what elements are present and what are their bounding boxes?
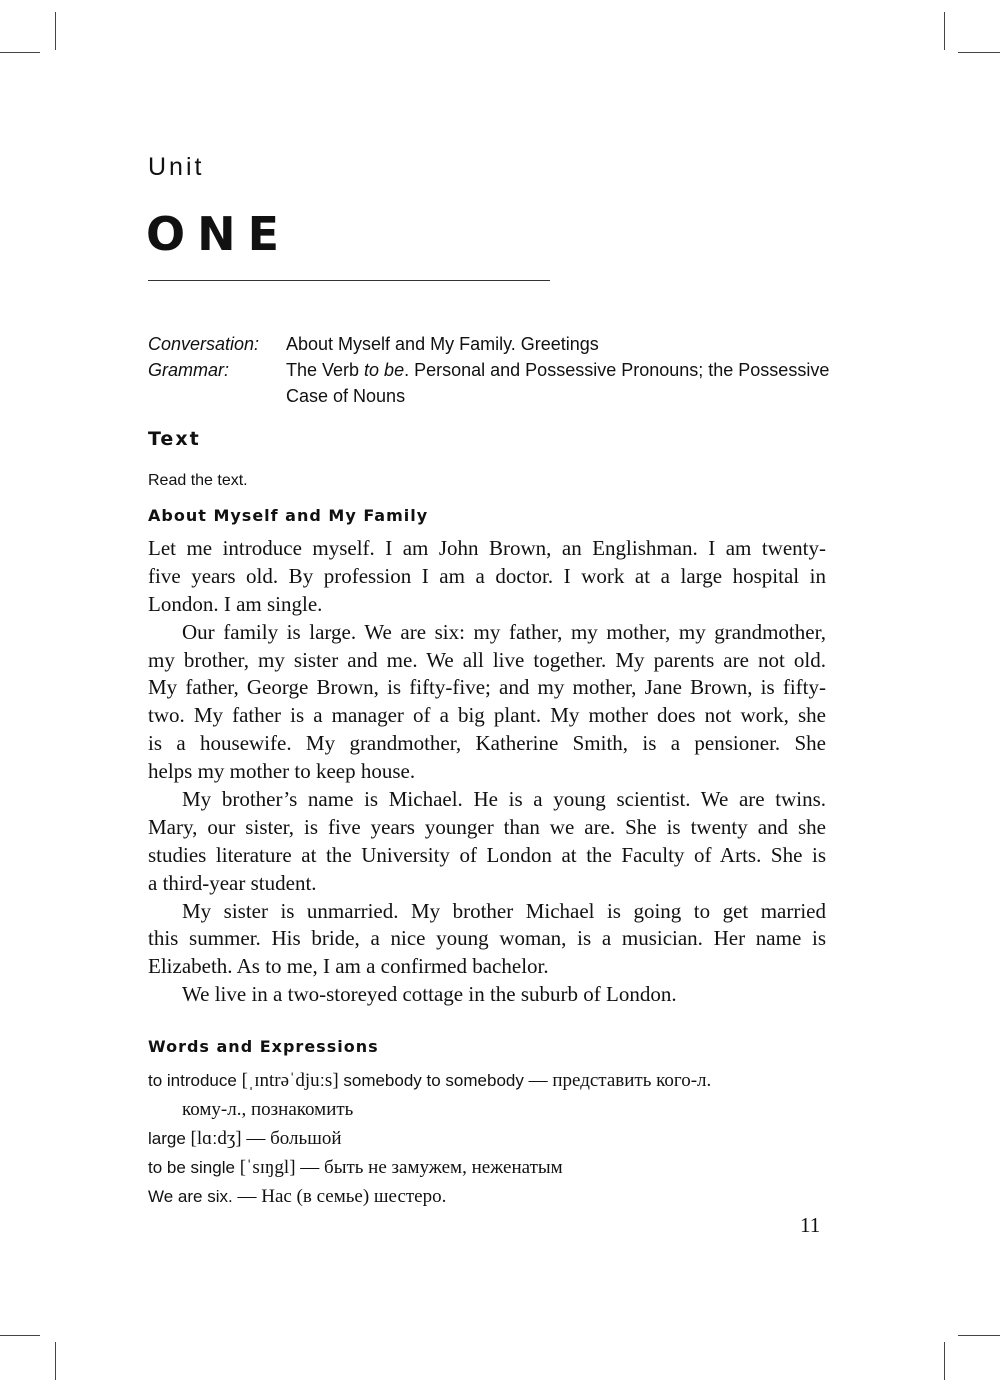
crop-mark — [958, 52, 1000, 53]
vocab-entry-cont — [148, 1095, 711, 1124]
vocab-transcription: [lɑːdʒ] — [190, 1128, 242, 1149]
paragraph-line: two. My father is a manager of a big plant. My mother does not work, she — [148, 703, 826, 728]
story-body — [148, 535, 826, 1009]
paragraph-line: five years old. By profession I am a doctor. I work at a large hospital in — [148, 563, 826, 588]
vocab-term: somebody to somebody — [338, 1071, 524, 1090]
vocabulary-list — [148, 1066, 711, 1211]
unit-summary — [148, 331, 848, 411]
paragraph-line: helps my mother to keep house. — [148, 759, 416, 784]
paragraph-line: My brother’s name is Michael. He is a young scientist. We are twins. — [182, 787, 826, 812]
crop-mark — [944, 1342, 945, 1380]
vocab-term: large — [148, 1129, 191, 1148]
paragraph-line: Elizabeth. As to me, I am a confirmed bachelor. — [148, 954, 549, 979]
story-title: About Myself and My Family — [148, 506, 429, 525]
instruction: Read the text. — [148, 472, 248, 489]
vocab-translation: — Нас (в семье) шестеро. — [232, 1186, 447, 1207]
vocab-term: to be single — [148, 1158, 240, 1177]
unit-label: Unit — [148, 153, 205, 181]
crop-mark — [55, 1342, 56, 1380]
grammar-text: . Personal and Possessive Pronouns; the Possessive — [404, 360, 830, 380]
paragraph-line: is a housewife. My grandmother, Katherine Smith, is a pensioner. She — [148, 731, 826, 756]
unit-number: ONE — [146, 207, 292, 261]
section-heading-text: Text — [148, 428, 201, 450]
paragraph-line: my brother, my sister and me. We all live together. My parents are not old. — [148, 647, 826, 672]
grammar-value — [286, 357, 829, 383]
grammar-term: to be — [364, 360, 405, 380]
paragraph-line: We live in a two-storeyed cottage in the suburb of London. — [182, 982, 677, 1007]
page-number: 11 — [800, 1213, 821, 1237]
vocab-entry — [148, 1066, 711, 1095]
divider — [148, 280, 550, 281]
paragraph-line: studies literature at the University of London at the Faculty of Arts. She is — [148, 842, 826, 867]
vocab-translation: кому-л., познакомить — [182, 1099, 354, 1120]
grammar-text: The Verb — [286, 360, 365, 380]
paragraph-line: London. I am single. — [148, 591, 323, 616]
crop-mark — [0, 52, 40, 53]
paragraph-line: this summer. His bride, a nice young woman, is a musician. Her name is — [148, 926, 826, 951]
vocab-term: We are six. — [148, 1187, 233, 1206]
vocab-translation: — быть не замужем, неженатым — [295, 1157, 563, 1178]
vocab-entry — [148, 1124, 711, 1153]
grammar-value-cont: Case of Nouns — [286, 386, 406, 406]
conversation-value: About Myself and My Family. Greetings — [286, 334, 599, 354]
vocab-term: to introduce — [148, 1071, 242, 1090]
vocab-transcription: [ˈsɪŋgl] — [239, 1157, 296, 1178]
vocab-translation: — представить кого-л. — [523, 1070, 712, 1091]
paragraph-line: Mary, our sister, is five years younger than we are. She is twenty and she — [148, 814, 826, 839]
paragraph-line: Our family is large. We are six: my father, my mother, my grandmother, — [182, 619, 826, 644]
vocab-entry — [148, 1182, 711, 1211]
paragraph-line: My sister is unmarried. My brother Michael is going to get married — [182, 898, 826, 923]
crop-mark — [55, 12, 56, 50]
vocab-translation: — большой — [241, 1128, 342, 1149]
paragraph-line: Let me introduce myself. I am John Brown, an Englishman. I am twenty- — [148, 536, 826, 560]
crop-mark — [944, 12, 945, 50]
crop-mark — [0, 1335, 40, 1336]
crop-mark — [958, 1335, 1000, 1336]
paragraph-line: My father, George Brown, is fifty-five; and my mother, Jane Brown, is fifty- — [148, 675, 826, 700]
grammar-label: Grammar: — [148, 360, 229, 380]
words-heading: Words and Expressions — [148, 1037, 379, 1056]
conversation-label: Conversation: — [148, 334, 260, 354]
vocab-transcription: [ˌɪntrəˈdjuːs] — [241, 1070, 339, 1091]
paragraph-line: a third-year student. — [148, 870, 317, 895]
vocab-entry — [148, 1153, 711, 1182]
